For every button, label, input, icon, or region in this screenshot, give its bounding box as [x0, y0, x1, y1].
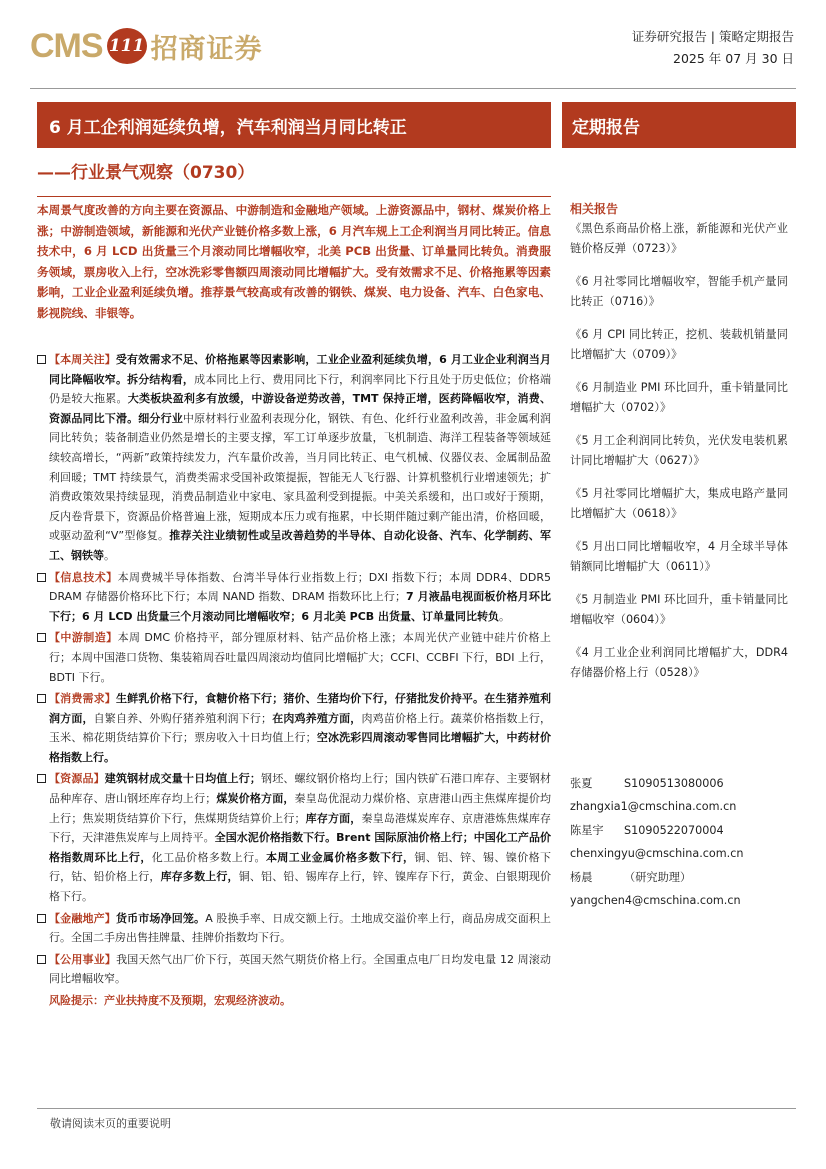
- checkbox-bullet-icon: [37, 573, 46, 582]
- paragraph-text: 。: [104, 548, 115, 562]
- author-name: 张夏: [570, 777, 593, 790]
- paragraph-text: 库存方面，: [305, 811, 362, 825]
- paragraph-text: 肉鸡苗价格上行。蔬菜价格指数上行，玉米、棉花期货结算价下行；票房收入十日均值上行；: [49, 711, 552, 745]
- paragraph-text: 全国水泥价格指数下行。Brent 国际原油价格上行；中国化工产品价格指数周环比上行，: [49, 831, 552, 864]
- paragraph-text: A 股换手率、日成交额上行。土地成交溢价率上行，商品房成交面积上行。全国二手房出售挂牌量、挂牌价指数均下行。: [49, 911, 552, 945]
- related-report-link[interactable]: 《5 月工企利润同比转负，光伏发电装机累计同比增幅扩大（0627）》: [570, 434, 788, 467]
- author-row: [570, 866, 790, 889]
- author-id: （研究助理）: [624, 870, 692, 884]
- checkbox-bullet-icon: [37, 955, 46, 964]
- company-logo: [30, 24, 263, 68]
- header-divider: [30, 88, 796, 89]
- paragraph-text: 铜、铝、锌、锡、镍价格下行，钴、铅价格上行，: [49, 850, 552, 884]
- related-report-link[interactable]: 《6 月制造业 PMI 环比回升，重卡销量同比增幅扩大（0702）》: [570, 381, 788, 414]
- author-name: 杨晨: [570, 870, 593, 884]
- paragraph-text: 我国天然气出厂价下行，英国天然气期货价格上行。全国重点电厂日均发电量 12 周滚动同比增幅收窄。: [49, 952, 551, 986]
- section-tag: 【公用事业】: [49, 952, 117, 966]
- author-email[interactable]: yangchen4@cmschina.com.cn: [570, 894, 741, 908]
- section-tag: 【资源品】: [49, 772, 105, 786]
- authors-block: [570, 772, 790, 912]
- paragraph-text: 本周费城半导体指数、台湾半导体行业指数上行；DXI 指数下行；本周 DDR4、DDR5 DRAM 存储器价格环比下行；本周 NAND 指数、DRAM 指数环比上行；: [49, 570, 552, 604]
- checkbox-bullet-icon: [37, 694, 46, 703]
- author-row: [570, 819, 790, 842]
- related-report-link[interactable]: 《5 月出口同比增幅收窄，4 月全球半导体销额同比增幅扩大（0611）》: [570, 540, 788, 573]
- report-subtitle: ——行业景气观察（0730）: [37, 163, 255, 183]
- paragraph-text: 化工品价格多数上行。: [151, 850, 266, 864]
- author-id: S1090522070004: [624, 823, 724, 837]
- paragraph-text: 成本同比上行、费用同比下行，利润率同比下行且处于历史低位；价格端仍是较大拖累。: [49, 372, 552, 406]
- subtitle-divider: [37, 196, 551, 197]
- paragraph-text: 生鲜乳价格下行，食糖价格下行；猪价、生猪均价下行，仔猪批发价持平。在生猪养殖利润方面，: [49, 692, 552, 725]
- paragraph-text: 钢坯、螺纹钢价格均上行；国内铁矿石港口库存、主要钢材品种库存、唐山钢坯库存均上行；: [49, 772, 552, 806]
- bullet-paragraph: [37, 568, 551, 627]
- checkbox-bullet-icon: [37, 914, 46, 923]
- paragraph-text: 铜、铝、铅、锡库存上行，锌、镍库存下行，黄金、白银期现价格下行。: [49, 870, 552, 904]
- paragraph-text: 煤炭价格方面，: [216, 792, 295, 806]
- paragraph-text: 货币市场净回笼。: [115, 911, 206, 925]
- related-report-link[interactable]: 《5 月制造业 PMI 环比回升，重卡销量同比增幅收窄（0604）》: [570, 593, 788, 626]
- bullet-paragraph: [37, 950, 551, 989]
- footer-divider: [37, 1108, 796, 1109]
- checkbox-bullet-icon: [37, 633, 46, 642]
- header-meta: [632, 26, 794, 70]
- side-title: 定期报告: [562, 102, 796, 148]
- bullet-paragraph: [37, 350, 551, 566]
- bullet-paragraph: [37, 769, 551, 906]
- summary-paragraph: 本周景气度改善的方向主要在资源品、中游制造和金融地产领域。上游资源品中，钢材、煤炭价格上涨；中游制造领域，新能源和光伏产业链价格多数上涨，6 月汽车规上工企利润当月同比转正。信息技术中，6 月 LCD 出货量三个月滚动同比增幅收窄，北美 PCB 出货量、订单量同比转负。消费服务领域，票房收入上行，空冰洗彩零售额四周滚动同比增幅扩大。受有效需求不足、价格拖累等因素影响，工业企业盈利延续负增。推荐景气较高或有改善的钢铁、煤炭、电力设备、汽车、白色家电、影视院线、非银等。: [37, 203, 551, 320]
- risk-warning: 风险提示：产业扶持度不及预期，宏观经济波动。: [49, 994, 291, 1007]
- paragraph-text: 中原材料行业盈利表现分化，钢铁、有色、化纤行业盈利改善，非金属利润同比转负；装备制造业仍然是增长的主要支撑，军工订单逐步放量，飞机制造、海洋工程装备等领域延续较高增长，“两新”政策持续发力，汽车量价改善，当月同比转正、电气机械、仪器仪表、金属制品盈利回暖；TMT 持续景气，消费类需求受国补政策提振，智能无人飞行器、计算机整机行业增速领先；扩消费政策效果持续显现，消费品制造业中家电、家具盈利受到提振。中美关系缓和，出口或好于预期，反内卷背景下，资源品价格普遍上涨，短期成本压力或有拖累，中长期伴随过剩产能出清，价格回暖，或驱动盈利“V”型修复。: [49, 411, 552, 543]
- report-type: 证券研究报告 | 策略定期报告: [631, 29, 794, 44]
- report-date: 2025 年 07 月 30 日: [673, 51, 794, 66]
- paragraph-text: 空冰洗彩四周滚动零售同比增幅扩大，中药材价格指数上行。: [49, 731, 552, 764]
- paragraph-text: 受有效需求不足、价格拖累等因素影响，工业企业盈利延续负增，6 月工业企业利润当月同比降幅收窄。拆分结构看，: [49, 353, 551, 386]
- logo-cn-text: 招商证券: [150, 33, 263, 65]
- paragraph-text: 自繁自养、外购仔猪养殖利润下行；: [93, 711, 273, 725]
- paragraph-text: 本周 DMC 价格持平，部分锂原材料、钴产品价格上涨；本周光伏产业链中硅片价格上行；本周中国港口货物、集装箱周吞吐量四周滚动均值同比增幅扩大；CCFI、CCBFI 下行，BDI 上行，BDTI 下行。: [49, 631, 551, 684]
- section-tag: 【金融地产】: [49, 911, 116, 925]
- logo-mark-icon: 111: [107, 28, 147, 64]
- paragraph-text: 库存多数上行，: [160, 870, 239, 884]
- paragraph-text: 建筑钢材成交量十日均值上行；: [104, 772, 261, 786]
- section-tag: 【消费需求】: [49, 692, 116, 706]
- paragraph-text: 在肉鸡养殖方面，: [272, 711, 362, 725]
- section-tag: 【中游制造】: [49, 631, 118, 645]
- related-report-link[interactable]: 《5 月社零同比增幅扩大，集成电路产量同比增幅扩大（0618）》: [570, 487, 788, 520]
- author-email[interactable]: chenxingyu@cmschina.com.cn: [570, 847, 744, 861]
- related-list: [570, 219, 788, 696]
- related-report-link[interactable]: 《6 月社零同比增幅收窄，智能手机产量同比转正（0716）》: [570, 275, 788, 308]
- body-section: [37, 350, 551, 1011]
- paragraph-text: 秦皇岛优混动力煤价格、京唐港山西主焦煤库提价均上行；焦炭期货结算价下行，焦煤期货结算价上行；: [49, 792, 552, 825]
- paragraph-text: 本周工业金属价格多数下行，: [265, 850, 415, 864]
- checkbox-bullet-icon: [37, 355, 46, 364]
- section-tag: 【信息技术】: [49, 570, 118, 584]
- related-report-link[interactable]: 《6 月 CPI 同比转正，挖机、装载机销量同比增幅扩大（0709）》: [570, 328, 788, 361]
- author-email[interactable]: zhangxia1@cmschina.com.cn: [570, 800, 737, 814]
- section-tag: 【本周关注】: [49, 353, 116, 366]
- checkbox-bullet-icon: [37, 774, 46, 783]
- bullet-paragraph: [37, 909, 551, 948]
- author-id: S1090513080006: [624, 777, 724, 790]
- paragraph-text: 秦皇岛港煤炭库存、京唐港炼焦煤库存下行，天津港焦炭库与上周持平。: [49, 811, 552, 845]
- related-heading: 相关报告: [570, 202, 619, 216]
- related-report-link[interactable]: 《4 月工业企业利润同比增幅扩大，DDR4 存储器价格上行（0528）》: [570, 646, 788, 679]
- report-title: 6 月工企利润延续负增，汽车利润当月同比转正: [37, 102, 551, 148]
- paragraph-text: 推荐关注业绩韧性或呈改善趋势的半导体、自动化设备、汽车、化学制药、军工、钢铁等: [49, 529, 551, 562]
- bullet-paragraph: [37, 689, 551, 767]
- related-report-link[interactable]: 《黑色系商品价格上涨，新能源和光伏产业链价格反弹（0723）》: [570, 222, 788, 255]
- author-name: 陈星宇: [570, 823, 604, 837]
- bullet-paragraph: [37, 628, 551, 687]
- footer-note: 敬请阅读末页的重要说明: [50, 1117, 171, 1130]
- logo-cms-text: CMS: [30, 26, 103, 65]
- author-row: [570, 772, 790, 795]
- paragraph-text: 。: [499, 609, 511, 623]
- paragraph-text: 大类板块盈利多有放缓，中游设备逆势改善，TMT 保持正增，医药降幅收窄，消费、资源品同比下滑。细分行业: [49, 392, 551, 425]
- paragraph-text: 7 月液晶电视面板价格月环比下行；6 月 LCD 出货量三个月滚动同比增幅收窄；6 月北美 PCB 出货量、订单量同比转负: [49, 590, 551, 623]
